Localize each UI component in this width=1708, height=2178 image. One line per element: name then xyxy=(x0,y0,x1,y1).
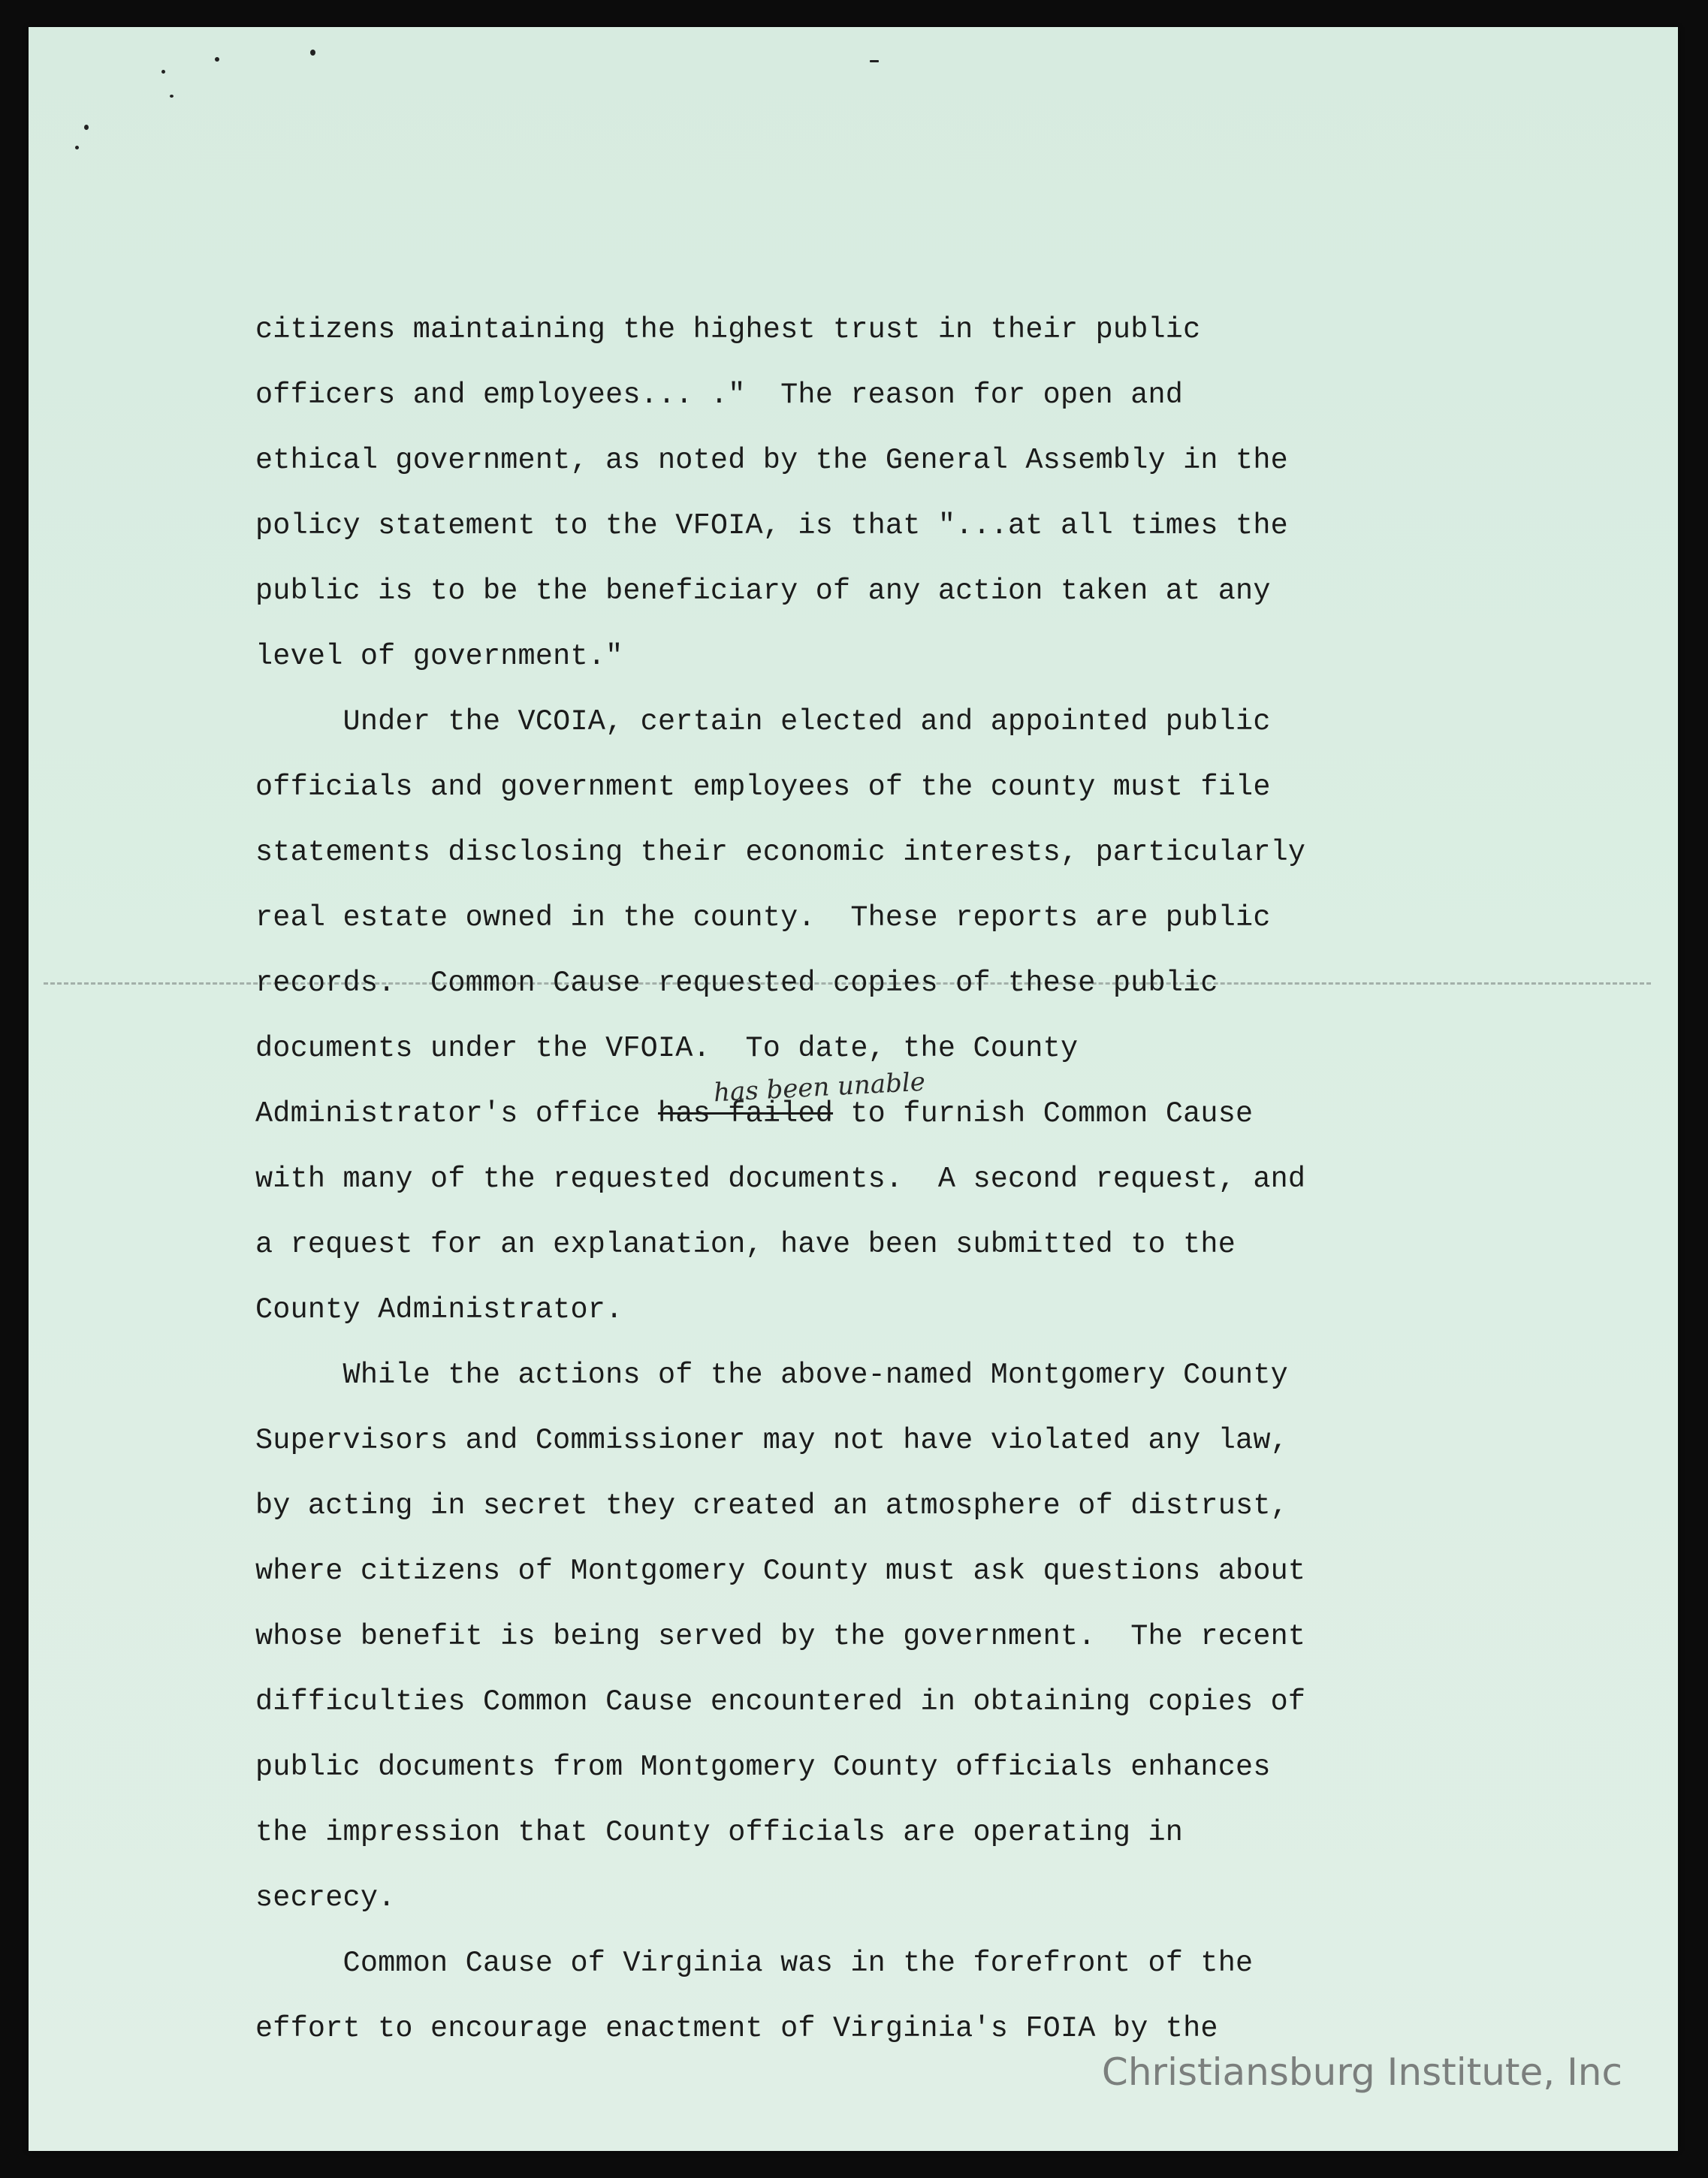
text-line: Under the VCOIA, certain elected and appointed public xyxy=(255,705,1271,738)
text-line: ethical government, as noted by the General Assembly in the xyxy=(255,444,1288,477)
text-line-with-edit xyxy=(255,1091,1457,1157)
text-line: Common Cause of Virginia was in the forefront of the xyxy=(255,1947,1254,1980)
text-line: Supervisors and Commissioner may not have violated any law, xyxy=(255,1424,1288,1457)
text-line: secrecy. xyxy=(255,1881,396,1914)
text-line: While the actions of the above-named Montgomery County xyxy=(255,1359,1288,1392)
text-line: documents under the VFOIA. To date, the County xyxy=(255,1032,1079,1065)
document-body xyxy=(255,307,1457,2071)
text-line: officials and government employees of the county must file xyxy=(255,771,1271,804)
text-line: public documents from Montgomery County officials enhances xyxy=(255,1751,1271,1784)
text-line: the impression that County officials are operating in xyxy=(255,1816,1184,1849)
struck-text: has failed xyxy=(658,1097,834,1130)
text-line: by acting in secret they created an atmosphere of distrust, xyxy=(255,1489,1288,1522)
text-segment: Administrator's office xyxy=(255,1097,658,1130)
text-segment: to furnish Common Cause xyxy=(833,1097,1254,1130)
text-line: citizens maintaining the highest trust in their public xyxy=(255,313,1201,346)
text-line: records. Common Cause requested copies of these public xyxy=(255,967,1218,1000)
text-line: where citizens of Montgomery County must ask questions about xyxy=(255,1555,1306,1588)
text-line: a request for an explanation, have been submitted to the xyxy=(255,1228,1236,1261)
text-line: real estate owned in the county. These reports are public xyxy=(255,901,1271,934)
watermark: Christiansburg Institute, Inc xyxy=(1101,2050,1622,2094)
text-line: difficulties Common Cause encountered in obtaining copies of xyxy=(255,1685,1306,1718)
text-line: with many of the requested documents. A second request, and xyxy=(255,1163,1306,1196)
text-line: level of government." xyxy=(255,640,623,673)
text-line: whose benefit is being served by the government. The recent xyxy=(255,1620,1306,1653)
text-line: public is to be the beneficiary of any action taken at any xyxy=(255,575,1271,608)
handwritten-insert: has been unable xyxy=(713,1066,926,1109)
text-line: County Administrator. xyxy=(255,1293,623,1326)
text-line: statements disclosing their economic interests, particularly xyxy=(255,836,1306,869)
text-line: effort to encourage enactment of Virginia's FOIA by the xyxy=(255,2012,1218,2045)
text-line: officers and employees... ." The reason for open and xyxy=(255,379,1184,412)
text-line: policy statement to the VFOIA, is that "...at all times the xyxy=(255,509,1288,542)
document-page xyxy=(29,27,1678,2151)
